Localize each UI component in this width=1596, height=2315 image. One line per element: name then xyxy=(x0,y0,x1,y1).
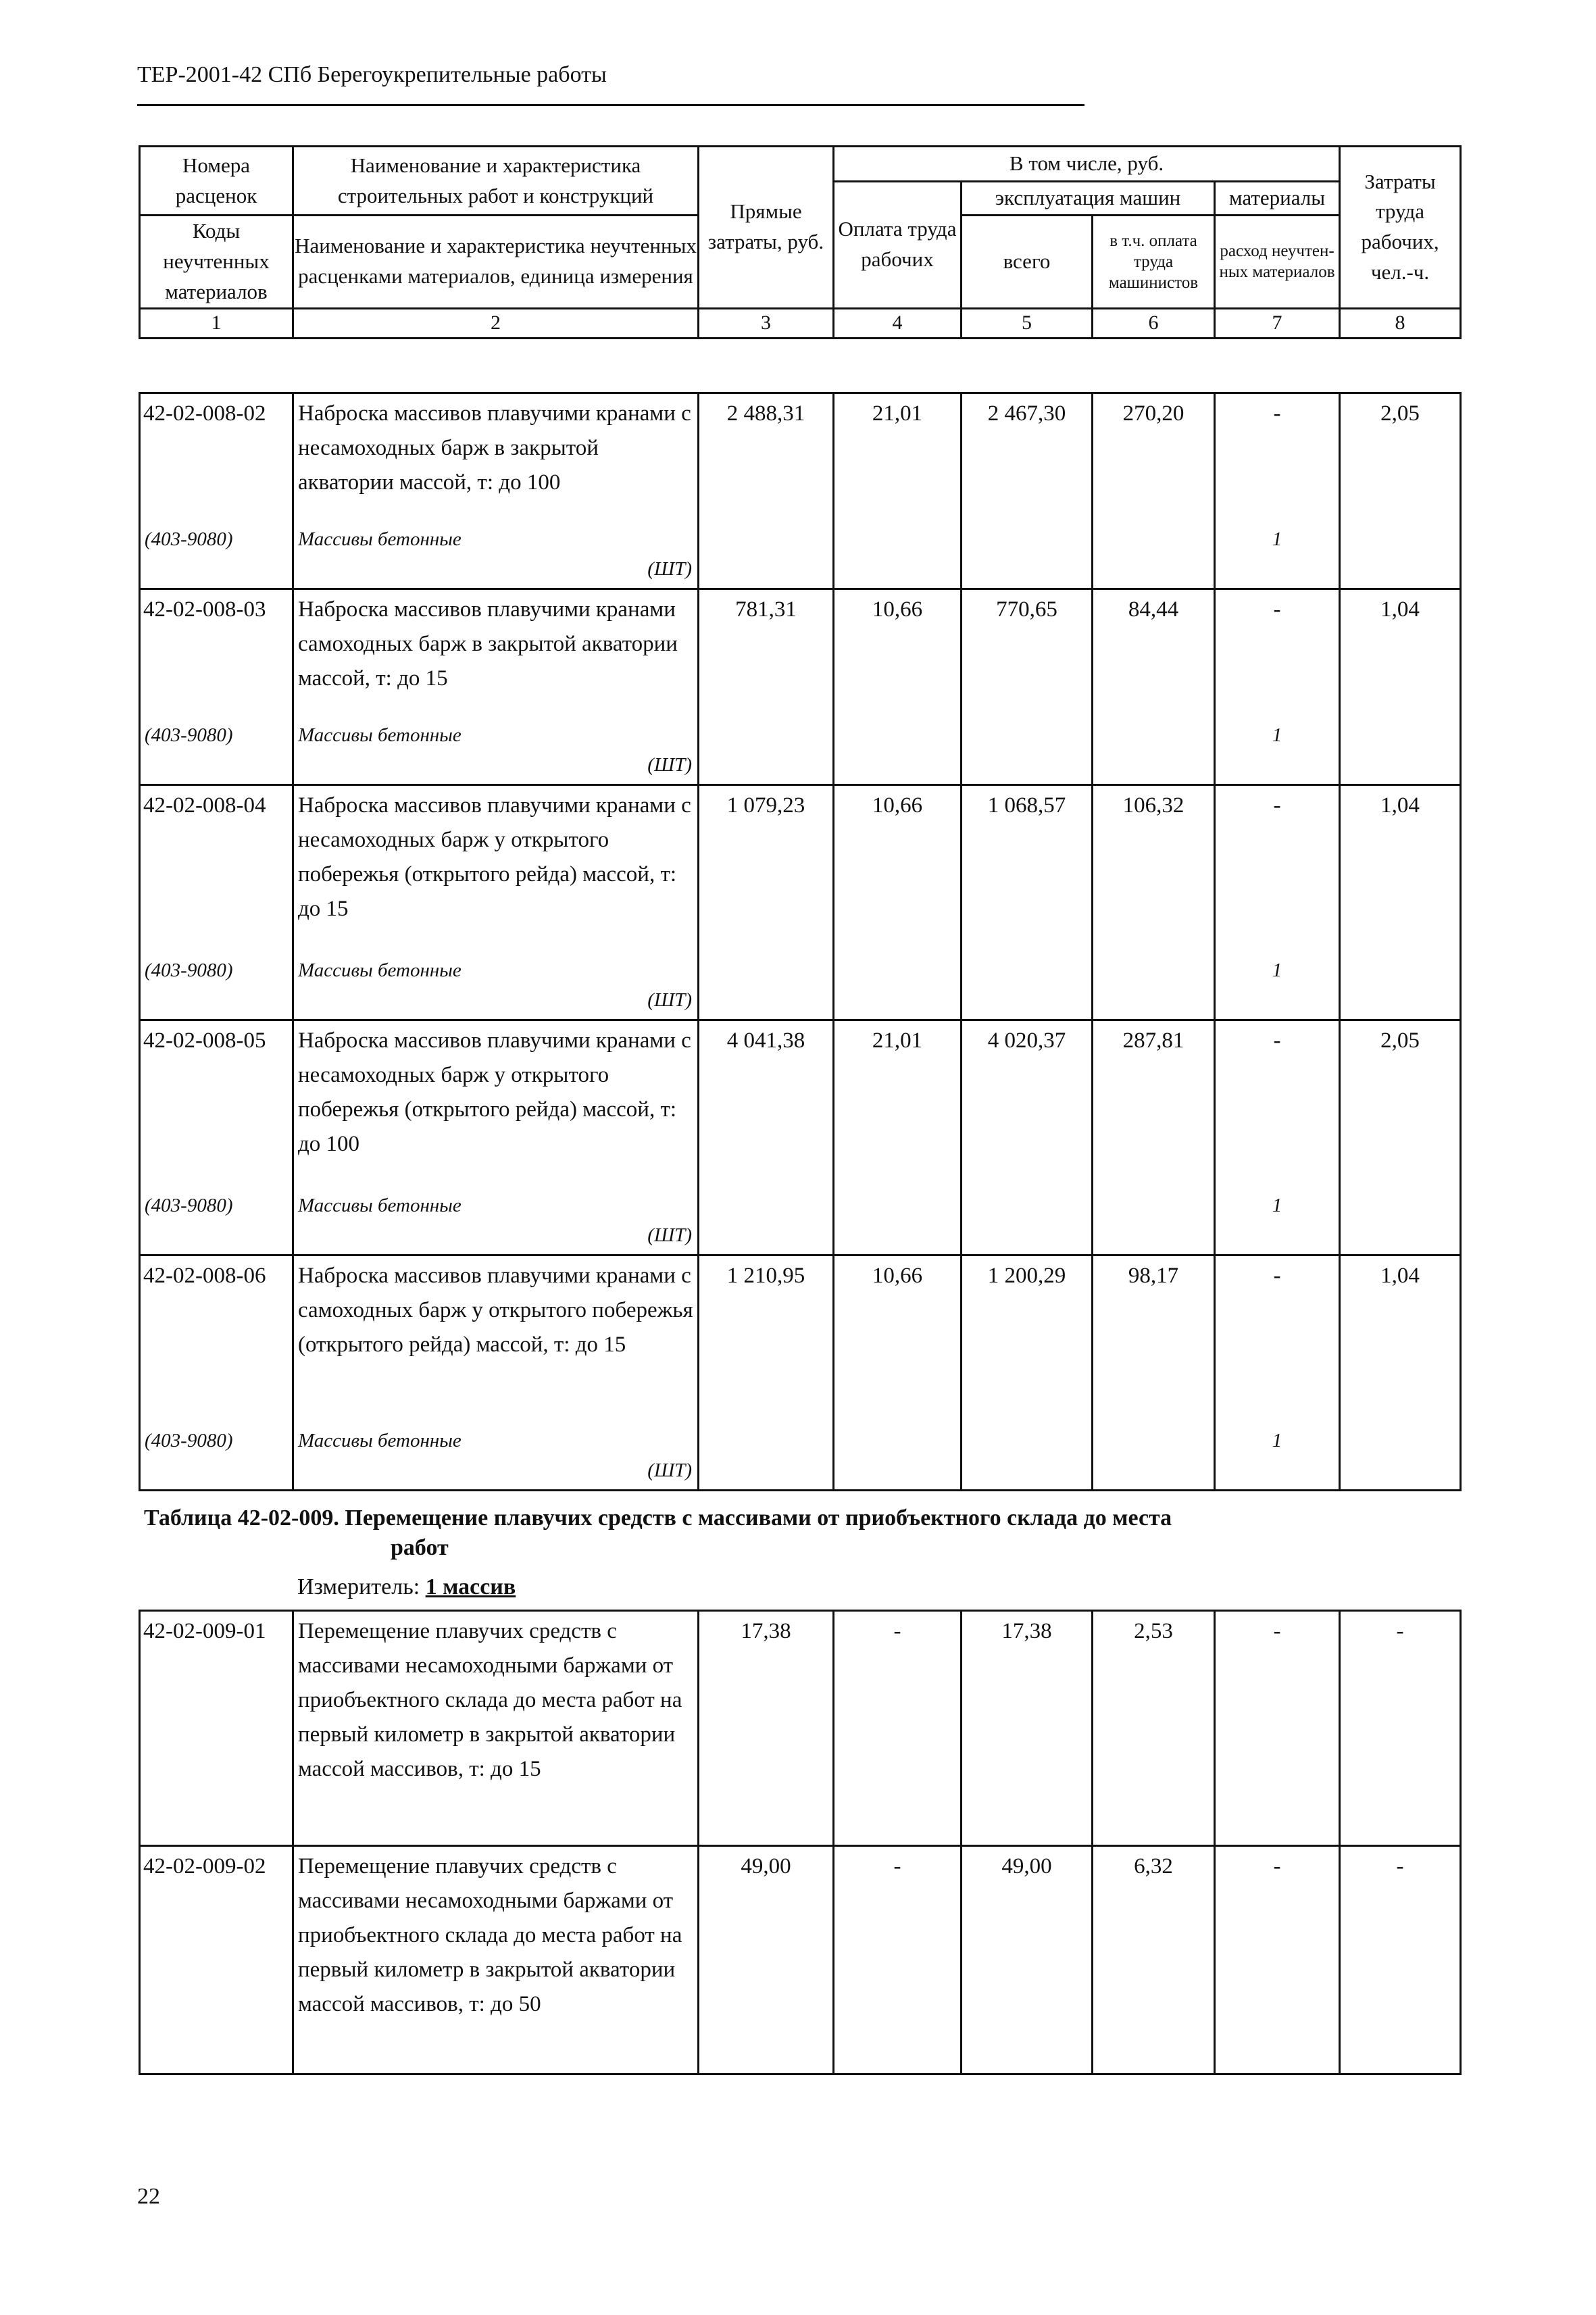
table-row xyxy=(140,1020,1461,1255)
header-num-2: 2 xyxy=(293,308,699,338)
rate-code-cell xyxy=(140,589,293,785)
value-materials: - xyxy=(1273,1264,1281,1288)
header-direct-costs: Прямые затраты, руб. xyxy=(699,147,834,309)
header-rate-numbers: Номера расценок xyxy=(140,147,293,216)
header-rule xyxy=(137,104,1084,106)
material-unit: (ШТ) xyxy=(647,1224,692,1246)
material-unit: (ШТ) xyxy=(647,754,692,776)
rate-code-cell xyxy=(140,1020,293,1255)
rate-description-cell xyxy=(293,393,699,589)
table-row xyxy=(140,1255,1461,1491)
material-name: Массивы бетонные xyxy=(298,1195,462,1216)
value-operators: 98,17 xyxy=(1093,1255,1215,1491)
value-labor: - xyxy=(834,1846,962,2074)
header-machine-operation: эксплуатация машин xyxy=(962,182,1215,216)
value-labor: 21,01 xyxy=(834,393,962,589)
rate-description: Перемещение плавучих средств с массивами несамоходными баржами от приобъектного склада до места работ на первый километр в закрытой акватории массой массивов, т: до 50 xyxy=(293,1846,699,2074)
value-operators: 2,53 xyxy=(1093,1611,1215,1846)
material-name: Массивы бетонные xyxy=(298,724,462,746)
value-labor: - xyxy=(834,1611,962,1846)
table-caption-continued: работ xyxy=(391,1535,449,1560)
value-direct: 1 210,95 xyxy=(699,1255,834,1491)
header-num-7: 7 xyxy=(1215,308,1340,338)
header-num-8: 8 xyxy=(1340,308,1461,338)
material-name: Массивы бетонные xyxy=(298,960,462,981)
value-operators: 84,44 xyxy=(1093,589,1215,785)
value-materials: - xyxy=(1273,1028,1281,1053)
rate-code-cell xyxy=(140,1255,293,1491)
value-labor: 10,66 xyxy=(834,785,962,1020)
rate-description: Наброска массивов плавучими кранами с самоходных барж у открытого побережья (открытого рейда) массой, т: до 15 xyxy=(298,1264,693,1357)
value-materials: - xyxy=(1273,597,1281,622)
header-including-group: В том числе, руб. xyxy=(834,147,1340,182)
material-unit: (ШТ) xyxy=(647,1460,692,1481)
materials-cell xyxy=(1215,1020,1340,1255)
value-materials: - xyxy=(1215,1611,1340,1846)
header-machines-total: всего xyxy=(962,216,1093,309)
table-row xyxy=(140,393,1461,589)
value-direct: 781,31 xyxy=(699,589,834,785)
value-hours: 1,04 xyxy=(1340,589,1461,785)
value-operators: 6,32 xyxy=(1093,1846,1215,2074)
header-num-6: 6 xyxy=(1093,308,1215,338)
rate-description-cell xyxy=(293,1255,699,1491)
value-direct: 17,38 xyxy=(699,1611,834,1846)
materials-cell xyxy=(1215,393,1340,589)
rate-description: Наброска массивов плавучими кранами с несамоходных барж у открытого побережья (открытого рейда) массой, т: до 15 xyxy=(298,793,691,921)
table-row xyxy=(140,1846,1461,2074)
header-material-codes: Коды неучтенных материалов xyxy=(140,216,293,309)
rate-description: Наброска массивов плавучими кранами самоходных барж в закрытой акватории массой, т: до 15 xyxy=(298,597,678,691)
rates-table-008 xyxy=(139,392,1462,1491)
value-hours: 2,05 xyxy=(1340,1020,1461,1255)
rate-description-cell xyxy=(293,785,699,1020)
rate-code: 42-02-008-03 xyxy=(143,597,266,622)
value-operators: 270,20 xyxy=(1093,393,1215,589)
material-code: (403-9080) xyxy=(145,528,233,550)
value-hours: 1,04 xyxy=(1340,1255,1461,1491)
table-row xyxy=(140,785,1461,1020)
unit-of-measure-value: 1 массив xyxy=(425,1574,516,1599)
rate-code: 42-02-008-02 xyxy=(143,401,266,426)
rate-code: 42-02-009-02 xyxy=(140,1846,293,2074)
material-code: (403-9080) xyxy=(145,1195,233,1216)
rate-code: 42-02-008-05 xyxy=(143,1028,266,1053)
material-unit: (ШТ) xyxy=(647,989,692,1011)
material-name: Массивы бетонные xyxy=(298,1430,462,1451)
material-code: (403-9080) xyxy=(145,960,233,981)
value-materials: - xyxy=(1215,1846,1340,2074)
material-unit: (ШТ) xyxy=(647,558,692,580)
value-direct: 49,00 xyxy=(699,1846,834,2074)
material-code: (403-9080) xyxy=(145,1430,233,1451)
rate-description-cell xyxy=(293,589,699,785)
rate-code: 42-02-008-04 xyxy=(143,793,266,818)
value-labor: 21,01 xyxy=(834,1020,962,1255)
header-operators-pay: в т.ч. оплата труда машинистов xyxy=(1093,216,1215,309)
table-caption: Таблица 42-02-009. Перемещение плавучих средств с массивами от приобъектного склада до места xyxy=(144,1505,1172,1530)
rate-code-cell xyxy=(140,785,293,1020)
materials-cell xyxy=(1215,1255,1340,1491)
material-quantity: 1 xyxy=(1272,528,1282,550)
value-machines: 17,38 xyxy=(962,1611,1093,1846)
value-machines: 4 020,37 xyxy=(962,1020,1093,1255)
page-number: 22 xyxy=(137,2184,160,2209)
value-machines: 2 467,30 xyxy=(962,393,1093,589)
material-quantity: 1 xyxy=(1272,1430,1282,1451)
value-machines: 1 068,57 xyxy=(962,785,1093,1020)
value-hours: 2,05 xyxy=(1340,393,1461,589)
value-operators: 287,81 xyxy=(1093,1020,1215,1255)
rate-description: Перемещение плавучих средств с массивами несамоходными баржами от приобъектного склада до места работ на первый километр в закрытой акватории массой массивов, т: до 15 xyxy=(293,1611,699,1846)
value-labor: 10,66 xyxy=(834,589,962,785)
value-machines: 49,00 xyxy=(962,1846,1093,2074)
header-workers-pay: Оплата труда рабочих xyxy=(834,182,962,309)
header-unaccounted-materials: расход неучтен-ных материалов xyxy=(1215,216,1340,309)
value-hours: - xyxy=(1340,1611,1461,1846)
rate-description-cell xyxy=(293,1020,699,1255)
value-hours: - xyxy=(1340,1846,1461,2074)
header-labor-hours: Затраты труда рабочих, чел.-ч. xyxy=(1340,147,1461,309)
value-direct: 4 041,38 xyxy=(699,1020,834,1255)
value-operators: 106,32 xyxy=(1093,785,1215,1020)
column-header-table xyxy=(139,145,1462,339)
materials-cell xyxy=(1215,589,1340,785)
header-num-5: 5 xyxy=(962,308,1093,338)
value-materials: - xyxy=(1273,793,1281,818)
rate-code: 42-02-008-06 xyxy=(143,1264,266,1288)
material-quantity: 1 xyxy=(1272,724,1282,746)
value-direct: 2 488,31 xyxy=(699,393,834,589)
rate-code: 42-02-009-01 xyxy=(140,1611,293,1846)
material-name: Массивы бетонные xyxy=(298,528,462,550)
value-machines: 770,65 xyxy=(962,589,1093,785)
value-machines: 1 200,29 xyxy=(962,1255,1093,1491)
material-code: (403-9080) xyxy=(145,724,233,746)
materials-cell xyxy=(1215,785,1340,1020)
header-num-4: 4 xyxy=(834,308,962,338)
unit-of-measure-label: Измеритель: xyxy=(297,1574,420,1599)
material-quantity: 1 xyxy=(1272,960,1282,981)
value-materials: - xyxy=(1273,401,1281,426)
material-quantity: 1 xyxy=(1272,1195,1282,1216)
table-row xyxy=(140,1611,1461,1846)
rate-description: Наброска массивов плавучими кранами с несамоходных барж в закрытой акватории массой, т: до 100 xyxy=(298,401,691,495)
rate-code-cell xyxy=(140,393,293,589)
rates-table-009 xyxy=(139,1610,1462,2075)
header-num-3: 3 xyxy=(699,308,834,338)
table-row xyxy=(140,589,1461,785)
value-hours: 1,04 xyxy=(1340,785,1461,1020)
unit-of-measure xyxy=(297,1574,516,1600)
running-head: ТЕР-2001-42 СПб Берегоукрепительные работы xyxy=(137,62,607,87)
header-materials: материалы xyxy=(1215,182,1340,216)
value-direct: 1 079,23 xyxy=(699,785,834,1020)
rate-description: Наброска массивов плавучими кранами с несамоходных барж у открытого побережья (открытого рейда) массой, т: до 100 xyxy=(298,1028,691,1156)
header-work-name: Наименование и характеристика строительных работ и конструкций xyxy=(293,147,699,216)
value-labor: 10,66 xyxy=(834,1255,962,1491)
header-material-names: Наименование и характеристика неучтенных расценками материалов, единица измерения xyxy=(293,216,699,309)
header-num-1: 1 xyxy=(140,308,293,338)
